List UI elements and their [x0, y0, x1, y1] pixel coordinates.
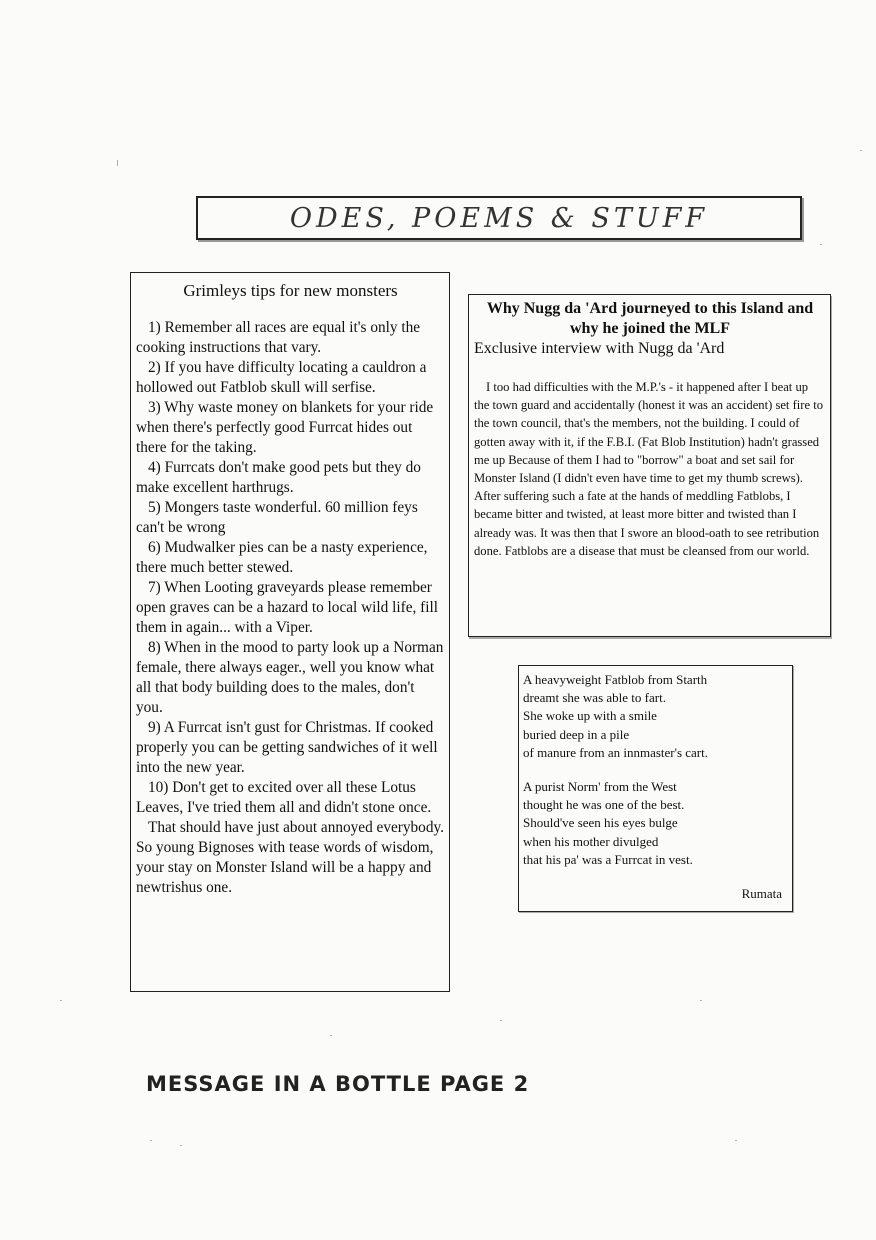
interview-heading: Why Nugg da 'Ard journeyed to this Island and why he joined the MLF — [486, 300, 814, 337]
tip-paragraph: 5) Mongers taste wonderful. 60 million feys can't be wrong — [136, 499, 418, 536]
poem-line: buried deep in a pile — [523, 726, 630, 742]
poem-line: of manure from an innmaster's cart. — [523, 744, 708, 760]
poem-line: A purist Norm' from the West — [523, 779, 677, 795]
tips-title: Grimleys tips for new monsters — [183, 281, 398, 300]
poem-line: She woke up with a smile — [523, 708, 657, 724]
tip-paragraph: 8) When in the mood to party look up a Norman female, there always eager., well you know what all that body building does to the males, don't you. — [136, 639, 444, 716]
interview-body: I too had difficulties with the M.P.'s - it happened after I beat up the town guard and accidentally (honest it was an accident) set fire to the town council, that's the members, not the building. I could of gotten away with it, if the F.B.I. (Fat Blob Institution) hadn't grassed me up Because of them I had to "borrow" a boat and set sail for Monster Island (I didn't even have time to get my thumb screws). After suffering such a fate at the hands of meddling Fatblobs, I became bitter and twisted, at least more bitter and twisted than I already was. It was then that I swore an blood-oath to see retribution done. Fatblobs are a disease that must be cleansed from our world. — [474, 380, 823, 558]
poem-stanza — [523, 671, 788, 762]
poem-line: thought he was one of the best. — [523, 797, 685, 813]
tips-box — [130, 272, 450, 992]
scan-speck — [860, 150, 862, 151]
poem-line: that his pa' was a Furrcat in vest. — [523, 851, 693, 867]
scan-speck — [700, 1000, 702, 1001]
poem-author: Rumata — [741, 886, 782, 902]
page-footer: MESSAGE IN A BOTTLE PAGE 2 — [146, 1072, 530, 1096]
tip-paragraph: 4) Furrcats don't make good pets but they do make excellent harthrugs. — [136, 459, 421, 496]
tip-paragraph: 1) Remember all races are equal it's only the cooking instructions that vary. — [136, 319, 421, 356]
tip-paragraph: 9) A Furrcat isn't gust for Christmas. If cooked properly you can be getting sandwiches of it well into the new year. — [136, 719, 438, 776]
tip-paragraph: 3) Why waste money on blankets for your ride when there's perfectly good Furrcat hides out there for the taking. — [136, 399, 434, 456]
scan-speck — [150, 1140, 152, 1141]
tip-paragraph: 2) If you have difficulty locating a cauldron a hollowed out Fatblob skull will serfise. — [136, 359, 427, 396]
tip-paragraph: 7) When Looting graveyards please remember open graves can be a hazard to local wild life, fill them in again... with a Viper. — [136, 579, 438, 636]
page-header-box — [196, 196, 802, 240]
page-header-title: ODES, POEMS & STUFF — [289, 202, 709, 234]
tip-paragraph: 10) Don't get to excited over all these Lotus Leaves, I've tried them all and didn't stone once. — [136, 779, 432, 816]
tips-closing-paragraph: That should have just about annoyed everybody. So young Bignoses with tease words of wisdom, your stay on Monster Island will be a happy and newtrishus one. — [136, 819, 444, 896]
scan-speck — [500, 1020, 502, 1021]
scan-speck — [735, 1140, 737, 1141]
poem-line: Should've seen his eyes bulge — [523, 815, 678, 831]
poem-box — [518, 665, 793, 912]
tip-paragraph: 6) Mudwalker pies can be a nasty experience, there much better stewed. — [136, 539, 428, 576]
poem-line: when his mother divulged — [523, 833, 659, 849]
scan-speck — [60, 1000, 62, 1001]
scan-speck — [117, 160, 118, 166]
scan-speck — [330, 1035, 332, 1036]
poem-stanza — [523, 778, 788, 869]
interview-box — [468, 294, 831, 637]
scan-speck — [820, 244, 822, 245]
poem-line: dreamt she was able to fart. — [523, 690, 666, 706]
scan-speck — [180, 1145, 182, 1146]
poem-line: A heavyweight Fatblob from Starth — [523, 672, 708, 687]
interview-subheading: Exclusive interview with Nugg da 'Ard — [474, 340, 725, 357]
